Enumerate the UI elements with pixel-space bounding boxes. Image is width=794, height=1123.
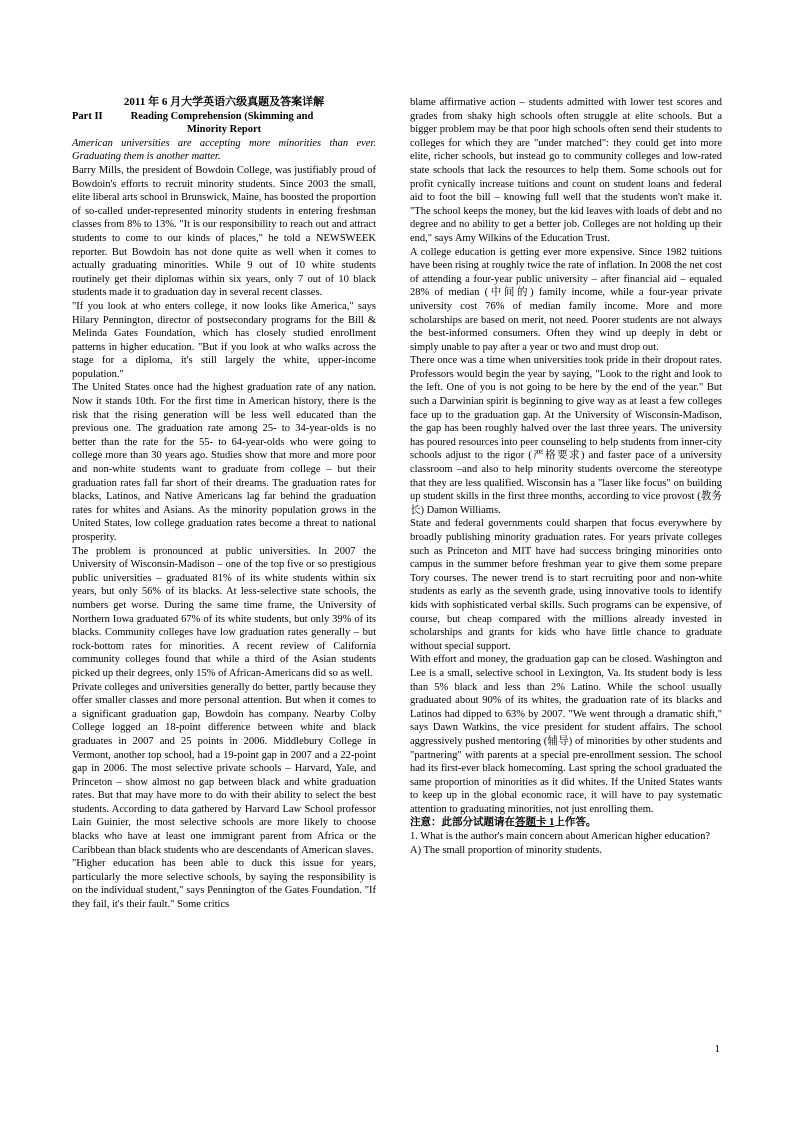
right-column [410, 96, 722, 857]
paragraph: Barry Mills, the president of Bowdoin College, was justifiably proud of Bowdoin's efforts to recruit minority students. Since 2003 the small, elite liberal arts school in Brunswick, Maine, has boosted the proportion of so-called under-represented minority students in entering freshman classes from 8% to 13%. "It is our responsibility to reach out and attract students to come to our kinds of places," he told a NEWSWEEK reporter. But Bowdoin has not done quite as well when it comes to actually graduating minorities. While 9 out of 10 white students routinely get their diplomas within six years, only 7 out of 10 black students made it to graduation day in several recent classes. [72, 164, 376, 299]
article-title: Minority Report [186, 124, 262, 136]
paragraph: With effort and money, the graduation gap can be closed. Washington and Lee is a small, selective school in Lexington, Va. Its student body is less than 5% black and less than 2% Latino. While the school usually graduated about 90% of its whites, the graduation rate of its blacks and Latinos had dipped to 63% by 2007. "We went through a dramatic shift," says Dawn Watkins, the vice president for student affairs. The school aggressively pushed mentoring (辅导) of minorities by other students and "partnering" with parents at a special pre-enrollment session. The school had its first-ever black homecoming. Last spring the school graduated the same proportion of minorities as it did whites. If the United States wants to keep up in the global economic race, it will have to pay systematic attention to graduating minorities, not just enrolling them. [410, 654, 722, 815]
paragraph: Private colleges and universities generally do better, partly because they offer smaller classes and more personal attention. But when it comes to a significant graduation gap, Bowdoin has company. Nearby Colby College logged an 18-point difference between white and black graduates in 2007 and 25 points in 2006. Middlebury College in Vermont, another top school, had a 19-point gap in 2007 and a 22-point gap in 2006. The most selective private schools – Harvard, Yale, and Princeton – show almost no gap between black and white graduation rates. But that may have more to do with their ability to select the best students. According to data gathered by Harvard Law School professor Lain Guinier, the most selective schools are more likely to choose blacks who have at least one immigrant parent from Africa or the Caribbean than black students who are descendants of American slaves. [72, 681, 376, 856]
note-prefix: 注意：此部分试题请在 [410, 817, 515, 829]
paragraph: The United States once had the highest graduation rate of any nation. Now it stands 10th. For the first time in American history, there is the risk that the rising generation will be less well educated than the previous one. The graduation rate among 25- to 34-year-olds is no better than the rate for the 55- to 64-year-olds who were going to college more than 30 years ago. Studies show that more and more poor and non-white students want to graduate from college – but their graduation rates fall far short of their dreams. The graduation rates for blacks, Latinos, and Native Americans lag far behind the graduation rates for whites and Asians. As the minority population grows in the United States, low college graduation rates become a threat to national prosperity. [72, 382, 376, 543]
paragraph: blame affirmative action – students admitted with lower test scores and grades from shaky high schools often struggle at elite schools. But a bigger problem may be that poor high schools often send their students to colleges for which they are "under matched": they could get into more elite, richer schools, but instead go to community colleges and low-rated state schools that lack the resources to help them. Some schools out for profit cynically increase tuitions and count on student loans and federal aid to foot the bill – knowing full well that the students won't make it. "The school keeps the money, but the kid leaves with loads of debt and no degree and no ability to get a better job. Colleges are not holding up their end," says Amy Wilkins of the Education Trust. [410, 97, 722, 244]
paragraph: State and federal governments could sharpen that focus everywhere by broadly publishing minority graduation rates. For years private colleges such as Princeton and MIT have had success bringing minorities onto campus in the summer before freshman year to give them some prepare Tory courses. The newer trend is to start recruiting poor and non-white students as early as the seventh grade, using innovative tools to identify kids with sophisticated verbal skills. Such programs can be expensive, of course, but cheap compared with the millions already invested in scholarships and grants for kids who have little chance to graduate without special support. [410, 518, 722, 652]
paragraph: A college education is getting ever more expensive. Since 1982 tuitions have been rising at roughly twice the rate of inflation. In 2008 the net cost of attending a four-year public university – after financial aid – equaled 28% of median (中间的) family income, while a four-year private university cost 76% of median family income. More and more scholarships are based on merit, not need. Poorer students are not always the best-informed consumers. Often they wind up deeply in debt or simply unable to pay after a year or two and must drop out. [410, 246, 722, 353]
section-heading [72, 110, 376, 124]
left-column [72, 96, 376, 912]
section-label: Part II [72, 110, 103, 122]
document-title: 2011 年 6 月大学英语六级真题及答案详解 [123, 96, 325, 108]
note-answer-sheet: 答题卡 1 [515, 817, 555, 829]
question: 1. What is the author's main concern about American higher education? [410, 831, 710, 843]
paragraph: The problem is pronounced at public universities. In 2007 the University of Wisconsin-Madison – one of the top five or so prestigious public universities – graduated 81% of its white students within six years, but only 56% of its blacks. At less-selective state schools, the numbers get worse. During the same time frame, the University of Northern Iowa graduated 67% of its white students, but only 39% of its blacks. Community colleges have low graduation rates generally – but rock-bottom rates for minorities. A recent review of California community colleges found that while a third of the Asian students picked up their degrees, only 15% of African-Americans did so as well. [72, 545, 376, 679]
paragraph: "If you look at who enters college, it now looks like America," says Hilary Pennington, director of postsecondary programs for the Bill & Melinda Gates Foundation, which has closely studied enrollment patterns in higher education. "But if you look at who walks across the stage for a diploma, it's still largely the white, upper-income population." [72, 300, 376, 380]
page-number: 1 [714, 1043, 720, 1055]
section-title: Reading Comprehension (Skimming and [130, 110, 314, 122]
paragraph: "Higher education has been able to duck this issue for years, particularly the more selective schools, by saying the responsibility is on the individual student," says Pennington of the Gates Foundation. "If they fail, it's their fault." Some critics [72, 858, 376, 911]
answer-option: A) The small proportion of minority students. [410, 844, 602, 856]
note-suffix: 上作答。 [554, 817, 597, 829]
article-intro: American universities are accepting more minorities than ever. Graduating them is another matter. [72, 137, 376, 163]
answer-sheet-note [410, 816, 722, 830]
paragraph: There once was a time when universities took pride in their dropout rates. Professors would begin the year by saying, "Look to the right and look to the left. One of you is not going to be here by the end of the year." But such a Darwinian spirit is beginning to give way as at least a few colleges face up to the graduation gap. At the University of Wisconsin-Madison, the gap has been roughly halved over the last three years. The university has poured resources into peer counseling to help students from inner-city schools adjust to the rigor (严格要求) and faster pace of a university classroom –and also to help minority students overcome the stereotype that they are less qualified. Wisconsin has a "laser like focus" on building up student skills in the first three months, according to vice provost (教务长) Damon Williams. [410, 355, 722, 516]
